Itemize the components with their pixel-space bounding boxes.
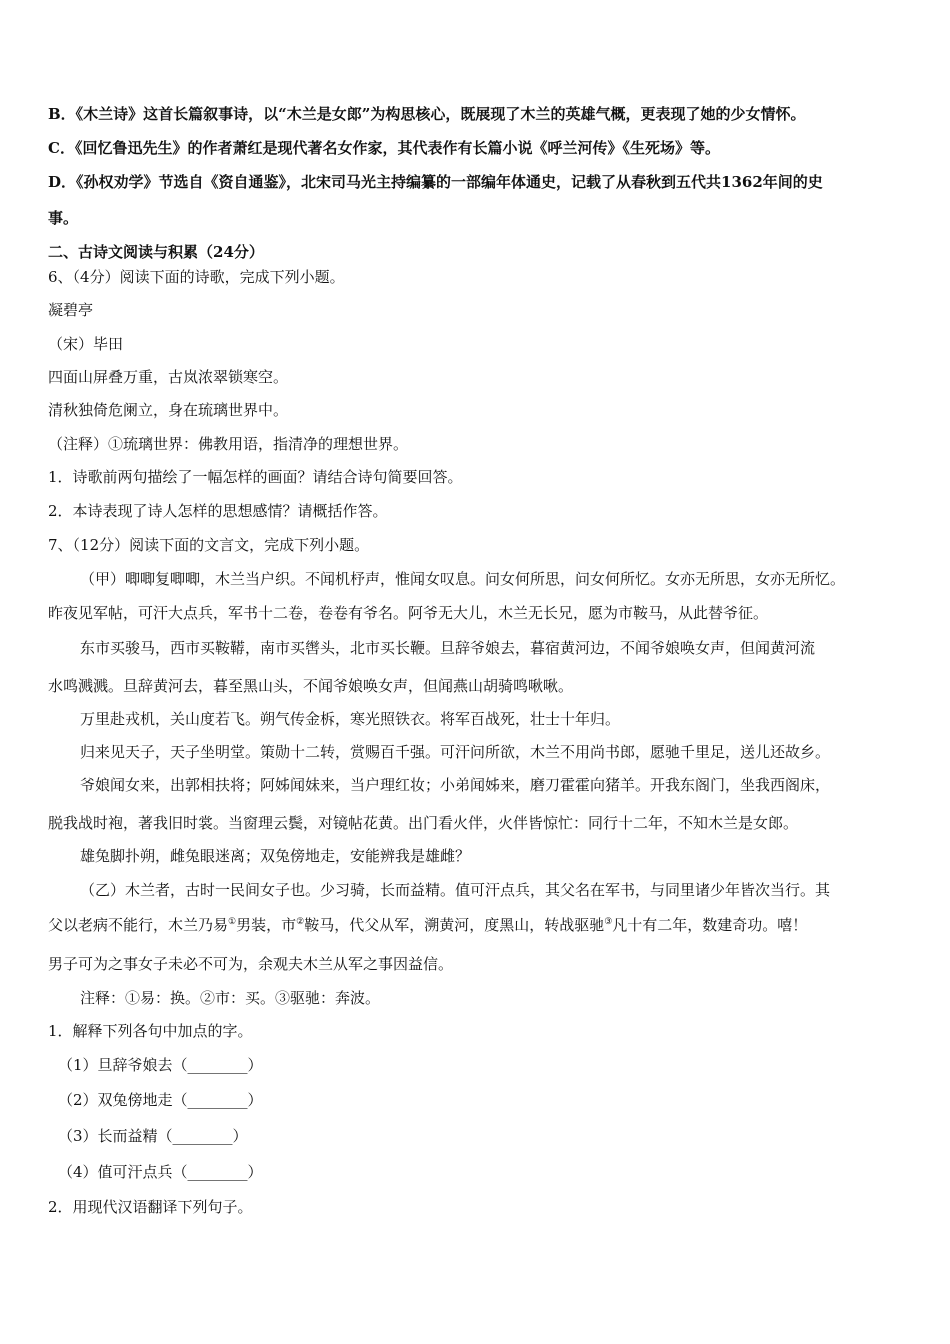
yi-line1: （乙）木兰者，古时一民间女子也。少习骑，长而益精。值可汗点兵，其父名在军书，与同里诸少年皆次当行。其 [80, 881, 831, 899]
poem-line-1: 四面山屏叠万重，古岚浓翠锁寒空。 [48, 368, 289, 386]
fill-item [58, 1055, 263, 1075]
fill-item [58, 1162, 263, 1182]
fill-item-text: （1）旦辞爷娘去（ [58, 1056, 188, 1074]
q6-sub2: 2．本诗表现了诗人怎样的思想感情？请概括作答。 [48, 502, 388, 520]
jia-p6: 雄兔脚扑朔，雌兔眼迷离；双兔傍地走，安能辨我是雄雌？ [80, 847, 471, 865]
section-heading: 二、古诗文阅读与积累（24分） [48, 243, 264, 261]
poem-author: （宋）毕田 [48, 335, 124, 353]
yi-line2-part-b: 男装，市 [236, 916, 297, 934]
fill-item [58, 1126, 248, 1146]
jia-p3: 万里赴戎机，关山度若飞。朔气传金柝，寒光照铁衣。将军百战死，壮士十年归。 [80, 710, 621, 728]
jia-p2-line2: 水鸣溅溅。旦辞黄河去，暮至黑山头，不闻爷娘唤女声，但闻燕山胡骑鸣啾啾。 [48, 677, 574, 695]
option-b: B．《木兰诗》这首长篇叙事诗，以“木兰是女郎”为构思核心，既展现了木兰的英雄气概，更表现了她的少女情怀。 [48, 105, 806, 123]
jia-p5-line1: 爷娘闻女来，出郭相扶将；阿姊闻妹来，当户理红妆；小弟闻姊来，磨刀霍霍向猪羊。开我东阁门，坐我西阁床， [80, 776, 831, 794]
fill-item-text: （2）双兔傍地走（ [58, 1091, 188, 1109]
jia-p5-line2: 脱我战时袍，著我旧时裳。当窗理云鬓，对镜帖花黄。出门看火伴，火伴皆惊忙：同行十二年，不知木兰是女郎。 [48, 814, 799, 832]
yi-line2 [48, 915, 807, 935]
note-marker-2: ② [296, 917, 305, 927]
poem-title: 凝碧亭 [48, 301, 94, 319]
yi-line3: 男子可为之事女子未必不可为，余观夫木兰从军之事因益信。 [48, 955, 454, 973]
jia-p4: 归来见天子，天子坐明堂。策勋十二转，赏赐百千强。可汗问所欲，木兰不用尚书郎，愿驰千里足，送儿还故乡。 [80, 743, 831, 761]
poem-note: （注释）①琉璃世界：佛教用语，指清净的理想世界。 [48, 435, 409, 453]
yi-line2-part-c: 鞍马，代父从军，溯黄河，度黑山，转战驱驰 [304, 916, 605, 934]
poem-line-2: 清秋独倚危阑立，身在琉璃世界中。 [48, 401, 289, 419]
yi-notes: 注释：①易：换。②市：买。③驱驰：奔波。 [80, 989, 381, 1007]
note-marker-1: ① [228, 917, 237, 927]
fill-item-close: ） [247, 1056, 263, 1074]
option-c: C．《回忆鲁迅先生》的作者萧红是现代著名女作家，其代表作有长篇小说《呼兰河传》《生死场》等。 [48, 139, 720, 157]
jia-p1-line1: （甲）唧唧复唧唧，木兰当户织。不闻机杼声，惟闻女叹息。问女何所思，问女何所忆。女亦无所思，女亦无所忆。 [80, 570, 846, 588]
fill-item-close: ） [247, 1091, 263, 1109]
answer-blank[interactable]: ________ [187, 1056, 248, 1074]
jia-p1-line2: 昨夜见军帖，可汗大点兵，军书十二卷，卷卷有爷名。阿爷无大儿，木兰无长兄，愿为市鞍马，从此替爷征。 [48, 604, 769, 622]
option-d-line2: 事。 [48, 209, 79, 227]
q6-sub1: 1．诗歌前两句描绘了一幅怎样的画面？请结合诗句简要回答。 [48, 468, 463, 486]
fill-item-text: （4）值可汗点兵（ [58, 1163, 188, 1181]
fill-item [58, 1090, 263, 1110]
answer-blank[interactable]: ________ [172, 1127, 233, 1145]
yi-line2-part-a: 父以老病不能行，木兰乃易 [48, 916, 229, 934]
answer-blank[interactable]: ________ [187, 1163, 248, 1181]
note-marker-3: ③ [604, 917, 613, 927]
fill-item-close: ） [247, 1163, 263, 1181]
fill-item-text: （3）长而益精（ [58, 1127, 173, 1145]
jia-p2-line1: 东市买骏马，西市买鞍鞯，南市买辔头，北市买长鞭。旦辞爷娘去，暮宿黄河边，不闻爷娘唤女声，但闻黄河流 [80, 639, 816, 657]
q7-sub2: 2．用现代汉语翻译下列句子。 [48, 1198, 253, 1216]
answer-blank[interactable]: ________ [187, 1091, 248, 1109]
fill-item-close: ） [232, 1127, 248, 1145]
q7-sub1: 1．解释下列各句中加点的字。 [48, 1022, 253, 1040]
yi-line2-part-d: 凡十有二年，数建奇功。嘻！ [612, 916, 808, 934]
q7-stem: 7、（12分）阅读下面的文言文，完成下列小题。 [48, 536, 370, 554]
option-d-line1: D．《孙权劝学》节选自《资自通鉴》，北宋司马光主持编纂的一部编年体通史，记载了从春秋到五代共1362年间的史 [48, 173, 823, 191]
q6-stem: 6、（4分）阅读下面的诗歌，完成下列小题。 [48, 268, 345, 286]
